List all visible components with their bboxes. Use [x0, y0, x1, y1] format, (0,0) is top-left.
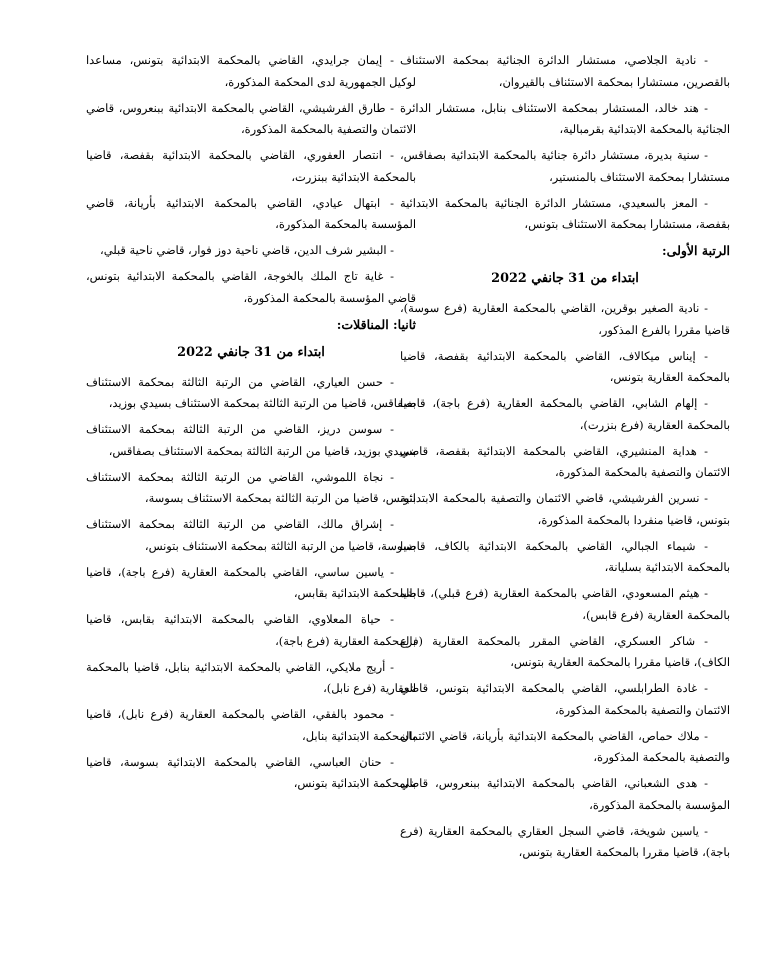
list-item: - إيمان جرايدي، القاضي بالمحكمة الابتدائية بتونس، مساعدا لوكيل الجمهورية لدى المحكمة المذكورة، — [86, 53, 416, 89]
list-item: - ابتهال عيادي، القاضي بالمحكمة الابتدائية بأريانة، قاضي المؤسسة بالمحكمة المذكورة، — [86, 195, 416, 231]
left-bottom-list — [86, 372, 416, 795]
list-item: - إشراق مالك، القاضي من الرتبة الثالثة بمحكمة الاستئناف بسوسة، قاضيا من الرتبة الثالثة بمحكمة الاستئناف بتونس، — [86, 517, 416, 553]
right-top-list — [400, 50, 730, 236]
list-item: - حياة المعلاوي، القاضي بالمحكمة الابتدائية بقابس، قاضيا بالمحكمة العقارية (فرع باجة)، — [86, 612, 416, 648]
list-item: - طارق الفرشيشي، القاضي بالمحكمة الابتدائية ببنعروس، قاضي الائتمان والتصفية بالمحكمة المذكورة، — [86, 100, 416, 136]
list-item: - أريج ملايكي، القاضي بالمحكمة الابتدائية بنابل، قاضيا بالمحكمة العقارية (فرع نابل)، — [86, 659, 416, 695]
list-item: - انتصار العفوري، القاضي بالمحكمة الابتدائية بقفصة، قاضيا بالمحكمة الابتدائية ببنزرت، — [86, 148, 416, 184]
list-item: - نادية الصغير بوقرين، القاضي بالمحكمة العقارية (فرع سوسة)، قاضيا مقررا بالفرع المذكور، — [400, 301, 730, 337]
list-item: - هيثم المسعودي، القاضي بالمحكمة العقارية (فرع قبلي)، قاضيا بالمحكمة العقارية (فرع قابس)، — [400, 586, 730, 622]
list-item: - المعز بالسعيدي، مستشار الدائرة الجنائية بالمحكمة الابتدائية بقفصة، مستشارا بمحكمة الاستئناف بتونس، — [400, 195, 730, 231]
section-heading: ثانيا: المناقلات: — [336, 316, 416, 332]
list-item: - سوسن دريز، القاضي من الرتبة الثالثة بمحكمة الاستئناف بسيدي بوزيد، قاضيا من الرتبة الثالثة بمحكمة الاستئناف بصفاقس، — [86, 422, 416, 458]
list-item: - شيماء الجبالي، القاضي بالمحكمة الابتدائية بالكاف، قاضيا بالمحكمة الابتدائية بسليانة، — [400, 538, 730, 574]
right-bottom-list — [400, 298, 730, 864]
list-item: - هدى الشعباني، القاضي بالمحكمة الابتدائية ببنعروس، قاضي المؤسسة بالمحكمة المذكورة، — [400, 776, 730, 812]
list-item: - إيناس ميكالاف، القاضي بالمحكمة الابتدائية بقفصة، قاضيا بالمحكمة العقارية بتونس، — [400, 348, 730, 384]
list-item: - البشير شرف الدين، قاضي ناحية دوز فوار، قاضي ناحية قبلي، — [100, 243, 394, 257]
list-item: - حنان العباسي، القاضي بالمحكمة الابتدائية بسوسة، قاضيا بالمحكمة الابتدائية بتونس، — [86, 754, 416, 790]
list-item: - نجاة اللموشي، القاضي من الرتبة الثالثة بمحكمة الاستئناف بتونس، قاضيا من الرتبة الثالثة بمحكمة الاستئناف بسوسة، — [86, 469, 416, 505]
list-item: - شاكر العسكري، القاضي المقرر بالمحكمة العقارية (فرع الكاف)، قاضيا مقررا بالمحكمة العقارية بتونس، — [400, 633, 730, 669]
list-item: - حسن العياري، القاضي من الرتبة الثالثة بمحكمة الاستئناف بصفاقس، قاضيا من الرتبة الثالثة بمحكمة الاستئناف بسيدي بوزيد، — [86, 374, 416, 410]
effective-date-heading: ابتداء من 31 جانفي 2022 — [177, 344, 325, 360]
list-item: - هند خالد، المستشار بمحكمة الاستئناف بنابل، مستشار الدائرة الجنائية بالمحكمة الابتدائية بقرمبالية، — [400, 100, 730, 136]
list-item: - محمود بالفقي، القاضي بالمحكمة العقارية (فرع نابل)، قاضيا بالمحكمة الابتدائية بنابل، — [86, 707, 416, 743]
list-item: - نادية الجلاصي، مستشار الدائرة الجنائية بمحكمة الاستئناف بالقصرين، مستشارا بمحكمة الاستئناف بالقيروان، — [400, 53, 730, 89]
effective-date-heading: ابتداء من 31 جانفي 2022 — [491, 271, 639, 286]
list-item: - هداية المنشيري، القاضي بالمحكمة الابتدائية بقفصة، قاضي الائتمان والتصفية بالمحكمة المذكورة، — [400, 443, 730, 479]
list-item: - غاية تاج الملك بالخوجة، القاضي بالمحكمة الابتدائية بتونس، قاضي المؤسسة بالمحكمة المذكورة، — [86, 269, 416, 305]
list-item: - ملاك حماص، القاضي بالمحكمة الابتدائية بأريانة، قاضي الائتمان والتصفية بالمحكمة المذكورة، — [400, 728, 730, 764]
list-item: - سنية بديرة، مستشار دائرة جنائية بالمحكمة الابتدائية بصفاقس، مستشارا بمحكمة الاستئناف بالمنستير، — [400, 148, 730, 184]
list-item: - نسرين الفرشيشي، قاضي الائتمان والتصفية بالمحكمة الابتدائية بتونس، قاضيا منفردا بالمحكمة المذكورة، — [400, 491, 730, 527]
list-item: - ياسين ساسي، القاضي بالمحكمة العقارية (فرع باجة)، قاضيا بالمحكمة الابتدائية بقابس، — [86, 564, 416, 600]
right-column — [400, 50, 730, 868]
list-item: - غادة الطرابلسي، القاضي بالمحكمة الابتدائية بتونس، قاضي الائتمان والتصفية بالمحكمة المذكورة، — [400, 681, 730, 717]
left-top-list — [86, 50, 416, 309]
list-item: - ياسين شويخة، قاضي السجل العقاري بالمحكمة العقارية (فرع باجة)، قاضيا مقررا بالمحكمة العقارية بتونس، — [400, 823, 730, 859]
list-item: - إلهام الشابي، القاضي بالمحكمة العقارية (فرع باجة)، قاضيا بالمحكمة العقارية (فرع بنزرت)، — [400, 396, 730, 432]
section-heading: الرتبة الأولى: — [662, 243, 730, 258]
left-column — [86, 50, 416, 799]
